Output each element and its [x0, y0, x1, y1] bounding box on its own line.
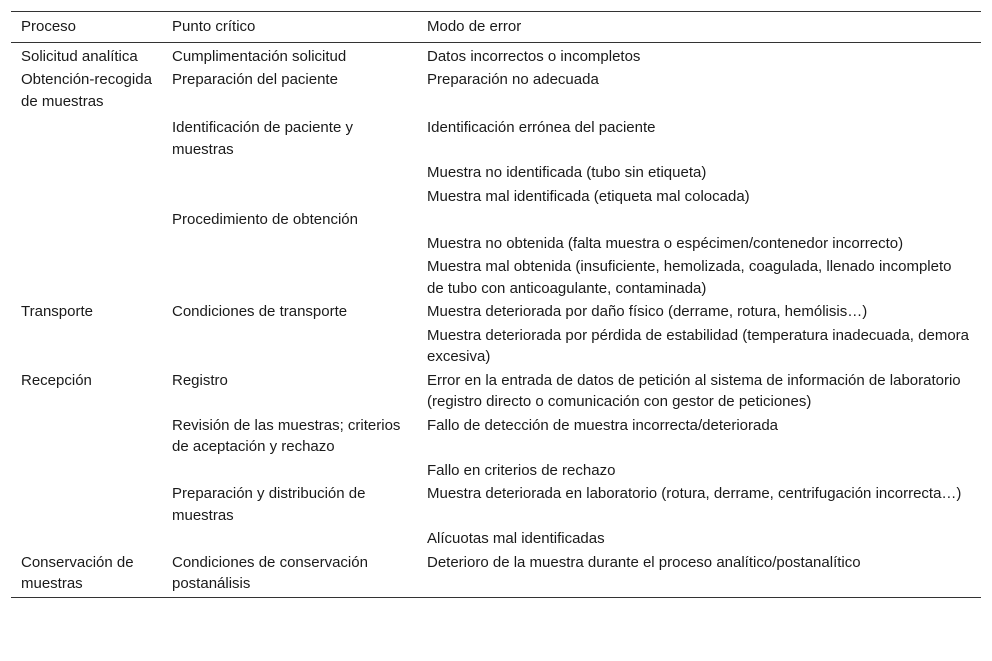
cell-punto-critico — [162, 161, 417, 185]
cell-punto-critico — [162, 459, 417, 483]
cell-punto-critico: Identificación de paciente y muestras — [172, 119, 353, 158]
cell-proceso — [11, 208, 162, 232]
cell-proceso — [11, 185, 162, 209]
table-row — [11, 369, 981, 414]
cell-punto-critico: Preparación y distribución de muestras — [172, 485, 366, 524]
table-row — [11, 527, 981, 551]
cell-modo-de-error: Muestra deteriorada por pérdida de estabilidad (temperatura inadecuada, demora excesiva) — [427, 326, 969, 365]
cell-modo-de-error: Datos incorrectos o incompletos — [427, 47, 641, 65]
table-row — [11, 300, 981, 324]
cell-proceso — [11, 255, 162, 300]
cell-punto-critico: Cumplimentación solicitud — [172, 47, 347, 65]
error-modes-table-container — [11, 11, 981, 598]
table-row — [11, 324, 981, 369]
cell-proceso — [11, 459, 162, 483]
table-row — [11, 42, 981, 68]
cell-modo-de-error: Preparación no adecuada — [427, 71, 599, 88]
table-row — [11, 482, 981, 527]
cell-proceso — [11, 161, 162, 185]
cell-proceso — [11, 324, 162, 369]
cell-punto-critico: Condiciones de conservación postanálisis — [162, 551, 417, 598]
table-row — [11, 414, 981, 459]
table-row — [11, 161, 981, 185]
cell-modo-de-error: Muestra mal identificada (etiqueta mal colocada) — [427, 187, 750, 205]
table-row — [11, 459, 981, 483]
cell-modo-de-error: Muestra deteriorada en laboratorio (rotura, derrame, centrifugación incorrecta…) — [427, 485, 962, 502]
cell-modo-de-error: Alícuotas mal identificadas — [427, 530, 605, 547]
cell-modo-de-error: Fallo de detección de muestra incorrecta/deteriorada — [427, 416, 779, 434]
table-row — [11, 551, 981, 598]
table-row — [11, 232, 981, 256]
cell-modo-de-error: Muestra deteriorada por daño físico (derrame, rotura, hemólisis…) — [427, 303, 868, 320]
cell-punto-critico: Condiciones de transporte — [172, 303, 348, 320]
cell-punto-critico — [162, 232, 417, 256]
cell-proceso: Recepción — [21, 371, 92, 389]
cell-proceso: Conservación de muestras — [11, 551, 162, 598]
cell-punto-critico — [162, 255, 417, 300]
table-row — [11, 68, 981, 113]
cell-modo-de-error — [417, 208, 981, 232]
cell-proceso: Obtención-recogida de muestras — [21, 71, 152, 110]
header-modo-de-error: Modo de error — [417, 12, 981, 43]
error-modes-table — [11, 11, 981, 598]
cell-punto-critico: Revisión de las muestras; criterios de aceptación y rechazo — [172, 416, 401, 455]
table-row — [11, 113, 981, 161]
cell-modo-de-error: Identificación errónea del paciente — [427, 119, 656, 136]
cell-proceso — [11, 482, 162, 527]
cell-proceso — [11, 113, 162, 161]
cell-modo-de-error: Muestra no obtenida (falta muestra o espécimen/contenedor incorrecto) — [427, 234, 904, 252]
cell-proceso — [11, 414, 162, 459]
table-header-row — [11, 12, 981, 43]
cell-proceso: Solicitud analítica — [21, 47, 138, 65]
table-row — [11, 255, 981, 300]
table-body — [11, 42, 981, 597]
cell-proceso — [11, 232, 162, 256]
cell-modo-de-error: Error en la entrada de datos de petición al sistema de información de laboratorio (registro directo o comunicación con gestor de peticiones) — [427, 371, 961, 410]
cell-punto-critico — [162, 324, 417, 369]
cell-punto-critico — [162, 185, 417, 209]
table-row — [11, 185, 981, 209]
cell-punto-critico: Registro — [172, 371, 228, 389]
cell-proceso — [11, 527, 162, 551]
cell-modo-de-error: Fallo en criterios de rechazo — [427, 461, 616, 479]
header-proceso: Proceso — [11, 12, 162, 43]
cell-modo-de-error: Muestra no identificada (tubo sin etiqueta) — [427, 164, 707, 181]
cell-punto-critico: Procedimiento de obtención — [172, 211, 358, 228]
cell-proceso: Transporte — [21, 303, 93, 320]
cell-modo-de-error: Deterioro de la muestra durante el proceso analítico/postanalítico — [417, 551, 981, 598]
header-punto-critico: Punto crítico — [162, 12, 417, 43]
cell-punto-critico: Preparación del paciente — [172, 71, 338, 88]
cell-modo-de-error: Muestra mal obtenida (insuficiente, hemolizada, coagulada, llenado incompleto de tubo con anticoagulante, contaminada) — [427, 258, 952, 297]
table-row — [11, 208, 981, 232]
cell-punto-critico — [162, 527, 417, 551]
